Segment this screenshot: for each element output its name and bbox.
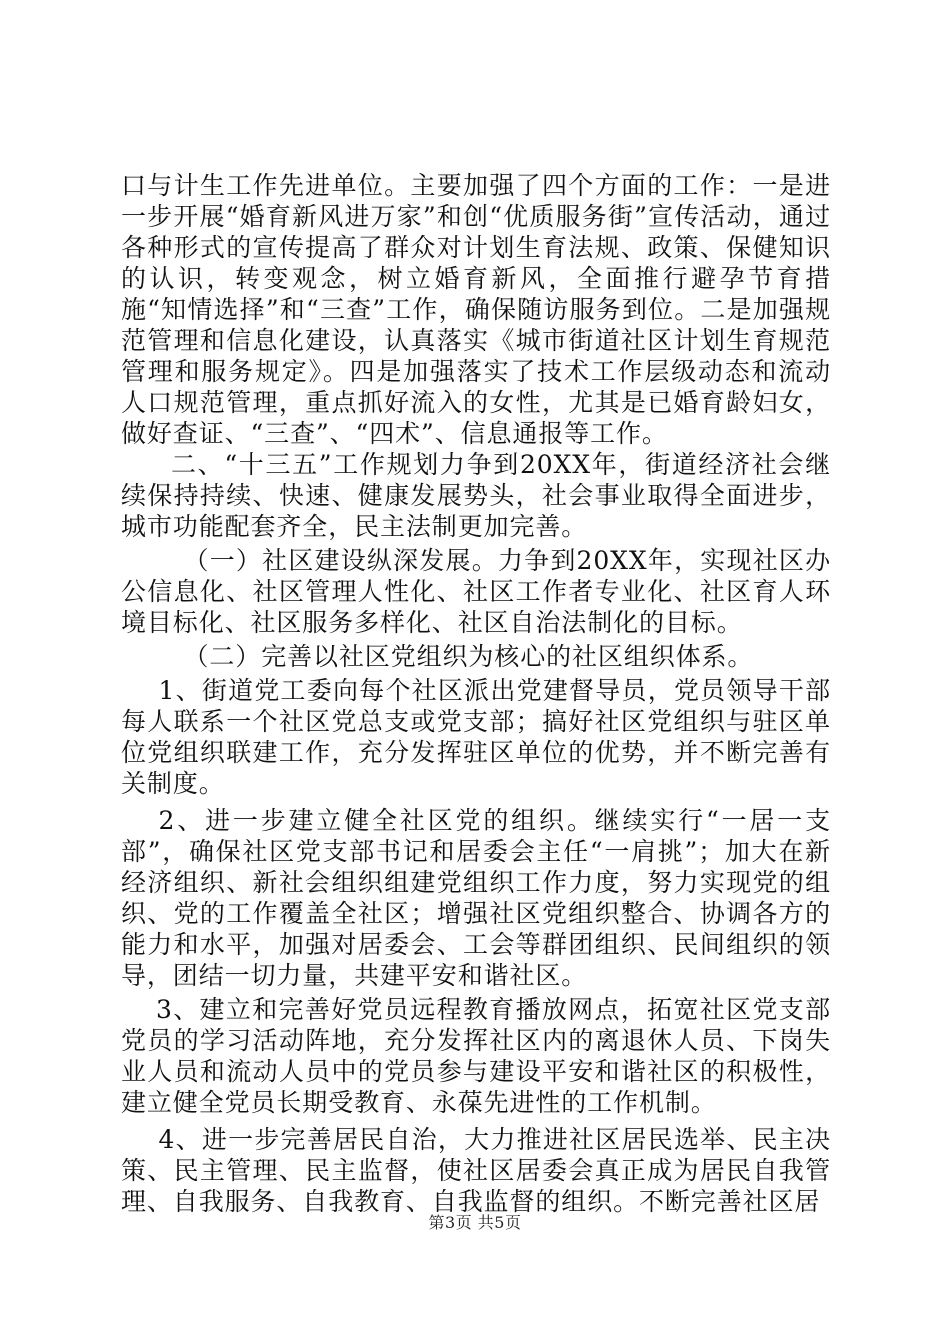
page-footer [0,1213,950,1233]
paragraph-item-4: 4、进一步完善居民自治，大力推进社区居民选举、民主决策、民主管理、民主监督，使社区居委会真正成为居民自我管理、自我服务、自我教育、自我监督的组织。不断完善社区居 [121,1125,831,1216]
page-number: 第3页 共5页 [428,1213,522,1232]
paragraph-community-construction: （一）社区建设纵深发展。力争到20XX年，实现社区办公信息化、社区管理人性化、社区工作者专业化、社区育人环境目标化、社区服务多样化、社区自治法制化的目标。 [121,546,831,637]
paragraph-item-3: 3、建立和完善好党员远程教育播放网点，拓宽社区党支部党员的学习活动阵地，充分发挥社区内的离退休人员、下岗失业人员和流动人员中的党员参与建设平安和谐社区的积极性，建立健全党员长期受教育、永葆先进性的工作机制。 [121,995,831,1117]
paragraph-item-1: 1、街道党工委向每个社区派出党建督导员，党员领导干部每人联系一个社区党总支或党支部；搞好社区党组织与驻区单位党组织联建工作，充分发挥驻区单位的优势，并不断完善有关制度。 [121,676,831,798]
paragraph-thirteenth-five-year-plan: 二、“十三五”工作规划力争到20XX年，街道经济社会继续保持持续、快速、健康发展势头，社会事业取得全面进步，城市功能配套齐全，民主法制更加完善。 [121,450,831,541]
document-body [121,170,831,1217]
paragraph-item-2: 2、进一步建立健全社区党的组织。继续实行“一居一支部”，确保社区党支部书记和居委会主任“一肩挑”；加大在新经济组织、新社会组织组建党组织工作力度，努力实现党的组织、党的工作覆盖全社区；增强社区党组织整合、协调各方的能力和水平，加强对居委会、工会等群团组织、民间组织的领导，团结一切力量，共建平安和谐社区。 [121,806,831,990]
paragraph-party-organization-system: （二）完善以社区党组织为核心的社区组织体系。 [183,642,754,671]
paragraph-family-planning-work: 口与计生工作先进单位。主要加强了四个方面的工作：一是进一步开展“婚育新风进万家”和创“优质服务街”宣传活动，通过各种形式的宣传提高了群众对计划生育法规、政策、保健知识的认识，转变观念，树立婚育新风，全面推行避孕节育措施“知情选择”和“三查”工作，确保随访服务到位。二是加强规范管理和信息化建设，认真落实《城市街道社区计划生育规范管理和服务规定》。四是加强落实了技术工作层级动态和流动人口规范管理，重点抓好流入的女性，尤其是已婚育龄妇女，做好查证、“三查”、“四术”、信息通报等工作。 [121,171,831,448]
